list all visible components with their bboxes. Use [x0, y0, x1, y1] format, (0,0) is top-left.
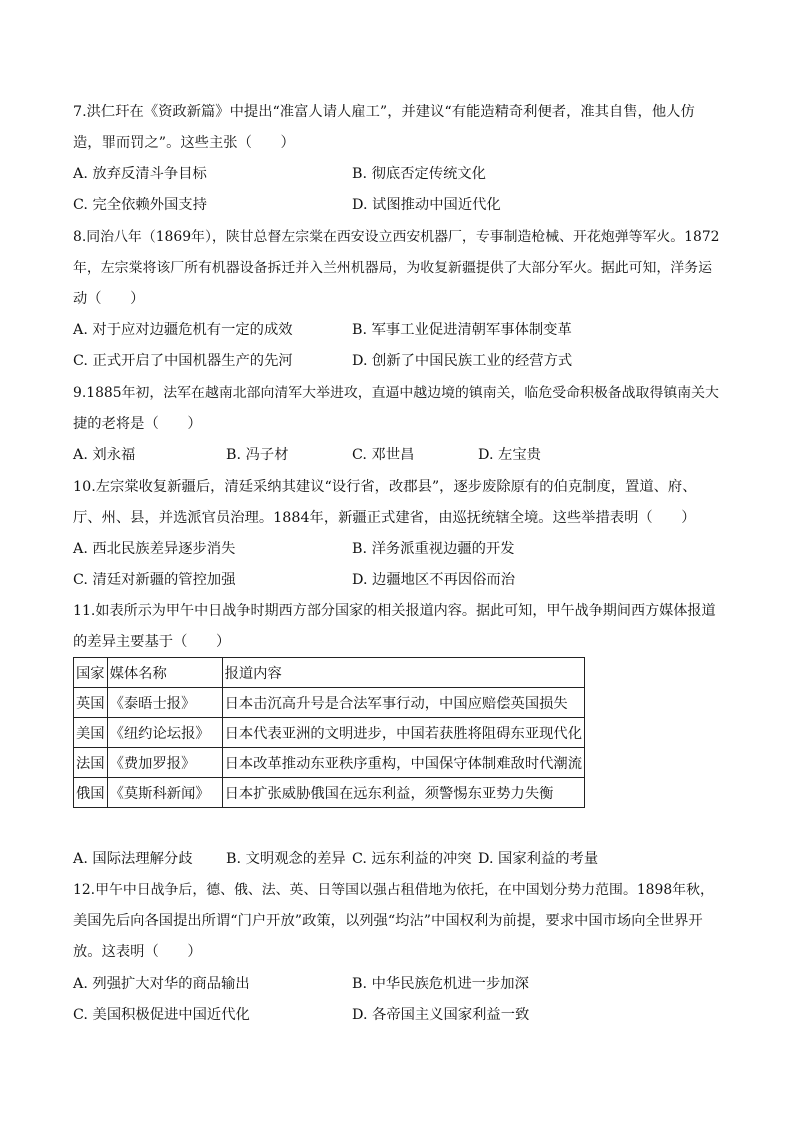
q9-stem-line-2: 捷的老将是（ ）	[73, 416, 202, 432]
q12-stem-line-1: 12.甲午中日战争后，德、俄、法、英、日等国以强占租借地为依托，在中国划分势力范围。1898年秋，	[73, 882, 714, 898]
table-header-country: 国家	[74, 658, 108, 688]
q12-option-b: B. 中华民族危机进一步加深	[352, 976, 529, 992]
q8-stem-line-3: 动（ ）	[73, 291, 145, 307]
q8-option-d: D. 创新了中国民族工业的经营方式	[352, 353, 573, 369]
q7-option-b: B. 彻底否定传统文化	[352, 166, 486, 182]
q8-option-b: B. 军事工业促进清朝军事体制变革	[352, 322, 572, 338]
q7-option-c: C. 完全依赖外国支持	[73, 197, 207, 213]
q7-option-d: D. 试图推动中国近代化	[352, 197, 501, 213]
q11-option-c: C. 远东利益的冲突	[352, 851, 472, 867]
q9-option-c: C. 邓世昌	[352, 447, 415, 463]
q8-stem-line-2: 年，左宗棠将该厂所有机器设备拆迁并入兰州机器局，为收复新疆提供了大部分军火。据此可知，洋务运	[73, 260, 712, 276]
table-cell-media: 《泰晤士报》	[107, 688, 222, 718]
q7-stem-line-1: 7.洪仁玕在《资政新篇》中提出“准富人请人雇工”，并建议“有能造精奇利便者，准其自售，他人仿	[73, 104, 695, 120]
q8-stem-line-1: 8.同治八年（1869年），陕甘总督左宗棠在西安设立西安机器厂，专事制造枪械、开花炮弹等军火。1872	[73, 229, 720, 245]
table-cell-media: 《莫斯科新闻》	[107, 778, 222, 808]
q10-stem-line-2: 厅、州、县，并选派官员治理。1884年，新疆正式建省，由巡抚统辖全境。这些举措表明（ ）	[73, 510, 696, 526]
q9-option-a: A. 刘永福	[73, 447, 136, 463]
q12-stem-line-2: 美国先后向各国提出所谓“门户开放”政策，以列强“均沾”中国权利为前提，要求中国市场向全世界开	[73, 913, 703, 929]
table-cell-country: 俄国	[74, 778, 108, 808]
table-cell-content: 日本扩张威胁俄国在远东利益，须警惕东亚势力失衡	[222, 778, 584, 808]
q9-option-d: D. 左宝贵	[478, 447, 541, 463]
table-row	[74, 688, 585, 718]
table-cell-country: 法国	[74, 748, 108, 778]
table-cell-media: 《费加罗报》	[107, 748, 222, 778]
media-report-table	[73, 657, 585, 808]
table-row	[74, 778, 585, 808]
q10-stem-line-1: 10.左宗棠收复新疆后，清廷采纳其建议“设行省，改郡县”，逐步废除原有的伯克制度，置道、府、	[73, 479, 697, 495]
q12-option-d: D. 各帝国主义国家利益一致	[352, 1007, 530, 1023]
table-cell-content: 日本击沉高升号是合法军事行动，中国应赔偿英国损失	[222, 688, 584, 718]
q8-option-c: C. 正式开启了中国机器生产的先河	[73, 353, 293, 369]
q10-option-b: B. 洋务派重视边疆的开发	[352, 541, 515, 557]
table-cell-country: 美国	[74, 718, 108, 748]
q8-option-a: A. 对于应对边疆危机有一定的成效	[73, 322, 293, 338]
q11-option-a: A. 国际法理解分歧	[73, 851, 193, 867]
q12-option-c: C. 美国积极促进中国近代化	[73, 1007, 250, 1023]
q10-option-d: D. 边疆地区不再因俗而治	[352, 572, 516, 588]
q12-stem-line-3: 放。这表明（ ）	[73, 944, 202, 960]
q11-option-d: D. 国家利益的考量	[478, 851, 599, 867]
table-row	[74, 748, 585, 778]
q7-option-a: A. 放弃反清斗争目标	[73, 166, 207, 182]
table-header-media: 媒体名称	[107, 658, 222, 688]
table-cell-media: 《纽约论坛报》	[107, 718, 222, 748]
q10-option-c: C. 清廷对新疆的管控加强	[73, 572, 236, 588]
q11-stem-line-2: 的差异主要基于（ ）	[73, 634, 231, 650]
q9-stem-line-1: 9.1885年初，法军在越南北部向清军大举进攻，直逼中越边境的镇南关，临危受命积极备战取得镇南关大	[73, 385, 719, 401]
table-cell-content: 日本代表亚洲的文明进步，中国若获胜将阻碍东亚现代化	[222, 718, 584, 748]
q10-option-a: A. 西北民族差异逐步消失	[73, 541, 236, 557]
table-header-row	[74, 658, 585, 688]
table-row	[74, 718, 585, 748]
q11-stem-line-1: 11.如表所示为甲午中日战争时期西方部分国家的相关报道内容。据此可知，甲午战争期间西方媒体报道	[73, 603, 716, 619]
table-header-content: 报道内容	[222, 658, 584, 688]
table-cell-content: 日本改革推动东亚秩序重构，中国保守体制难敌时代潮流	[222, 748, 584, 778]
q7-stem-line-2: 造，罪而罚之”。这些主张（ ）	[73, 135, 295, 151]
q12-option-a: A. 列强扩大对华的商品输出	[73, 976, 250, 992]
q9-option-b: B. 冯子材	[226, 447, 289, 463]
table-cell-country: 英国	[74, 688, 108, 718]
q11-option-b: B. 文明观念的差异	[226, 851, 346, 867]
